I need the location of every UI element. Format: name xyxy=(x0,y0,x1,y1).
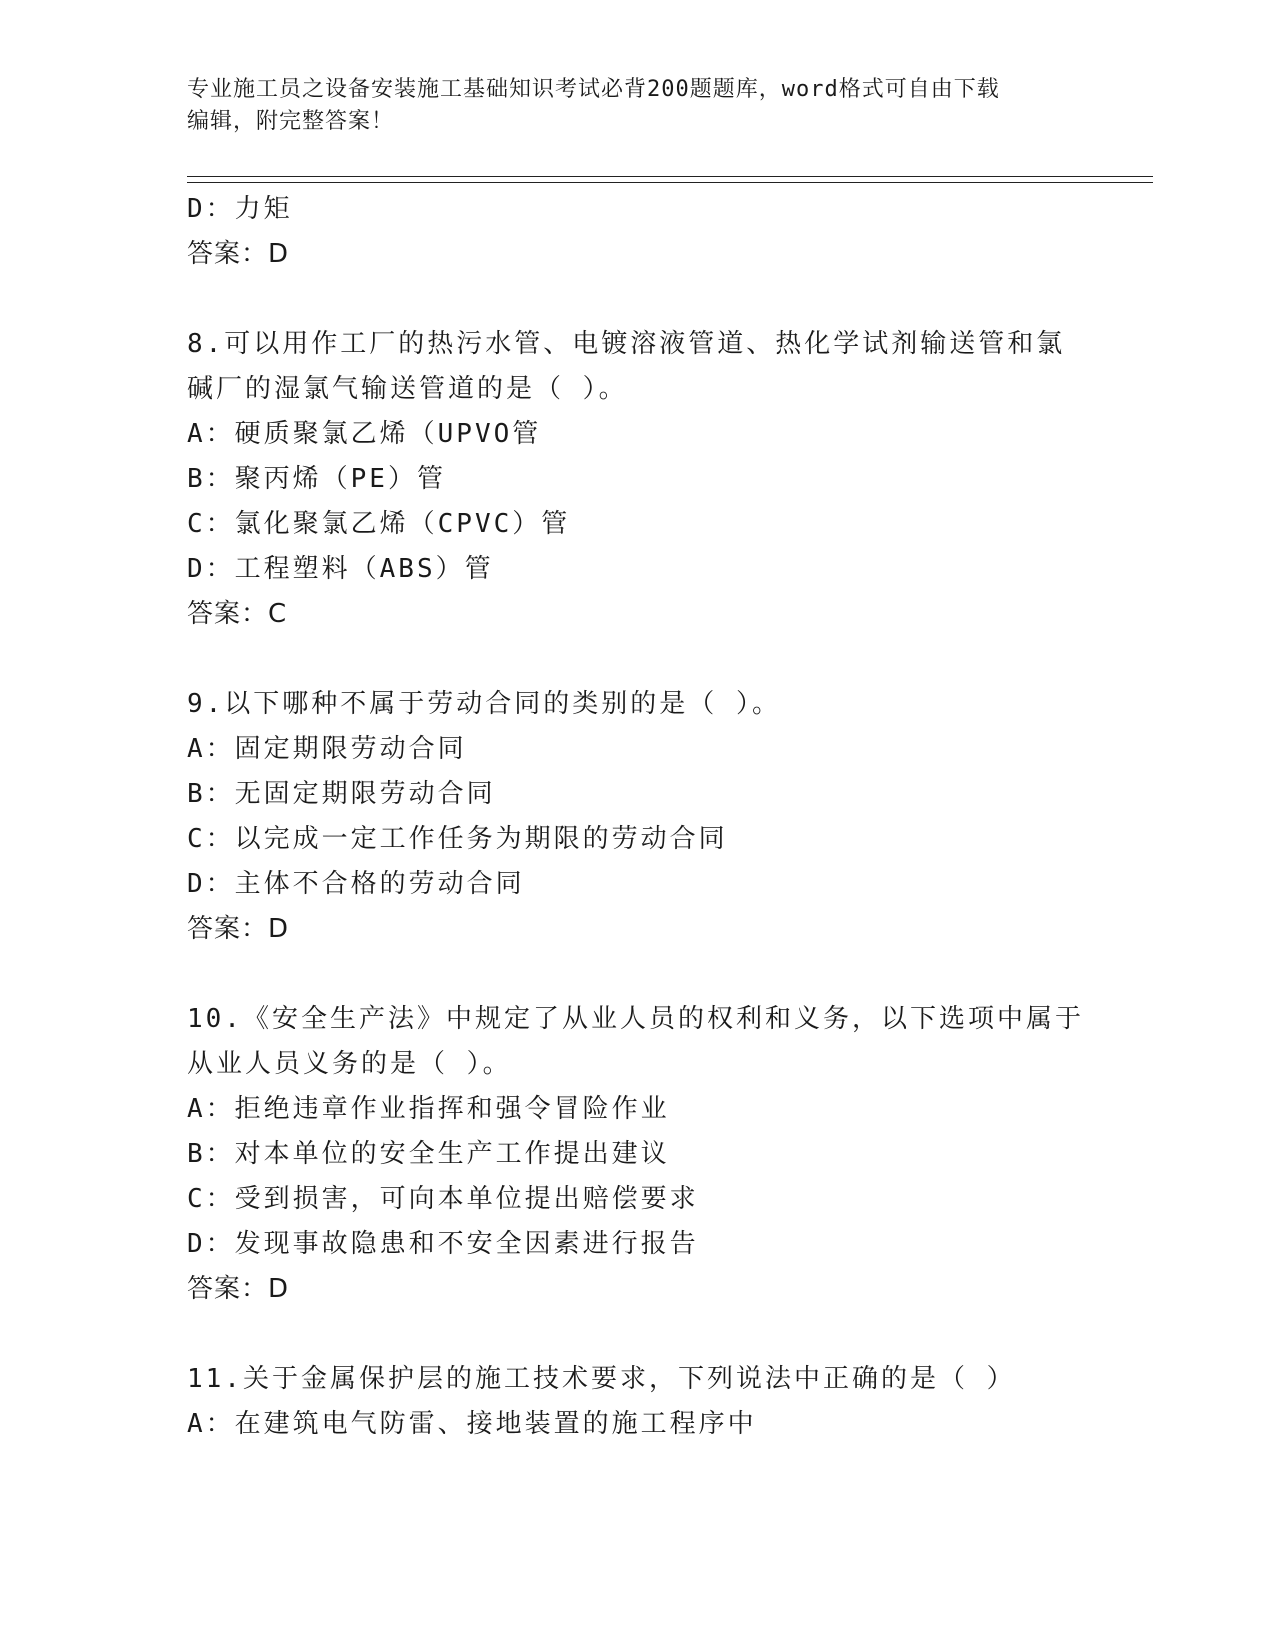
header-rule-bottom xyxy=(187,182,1153,183)
q8-question-line-2: 碱厂的湿氯气输送管道的是（ ）。 xyxy=(187,374,628,404)
q8-option-d: D：工程塑料（ABS）管 xyxy=(187,554,494,584)
q10-question-line-2: 从业人员义务的是（ ）。 xyxy=(187,1049,512,1079)
q9-question: 9.以下哪种不属于劳动合同的类别的是（ ）。 xyxy=(187,689,781,719)
q9-option-c: C：以完成一定工作任务为期限的劳动合同 xyxy=(187,824,728,854)
q10-option-a: A：拒绝违章作业指挥和强令冒险作业 xyxy=(187,1094,670,1124)
q10-option-d: D：发现事故隐患和不安全因素进行报告 xyxy=(187,1229,699,1259)
q11-option-a: A：在建筑电气防雷、接地装置的施工程序中 xyxy=(187,1409,757,1439)
q9-answer: 答案：D xyxy=(187,914,290,944)
document-header xyxy=(187,74,1077,138)
q8-option-a: A：硬质聚氯乙烯（UPVO管 xyxy=(187,419,542,449)
header-line-1: 专业施工员之设备安装施工基础知识考试必背200题题库，word格式可自由下载 xyxy=(187,77,1000,102)
q8-question-line-1: 8.可以用作工厂的热污水管、电镀溶液管道、热化学试剂输送管和氯 xyxy=(187,329,1066,359)
q10-question-line-1: 10.《安全生产法》中规定了从业人员的权利和义务，以下选项中属于 xyxy=(187,1004,1084,1034)
header-rule-top xyxy=(187,176,1153,177)
q8-answer: 答案：C xyxy=(187,599,288,629)
header-line-2: 编辑，附完整答案！ xyxy=(187,109,395,134)
q8-option-b: B：聚丙烯（PE）管 xyxy=(187,464,446,494)
q11-question: 11.关于金属保护层的施工技术要求，下列说法中正确的是（ ） xyxy=(187,1364,1016,1394)
q9-option-b: B：无固定期限劳动合同 xyxy=(187,779,496,809)
q9-option-d: D：主体不合格的劳动合同 xyxy=(187,869,525,899)
q10-option-b: B：对本单位的安全生产工作提出建议 xyxy=(187,1139,670,1169)
q10-answer: 答案：D xyxy=(187,1274,290,1304)
q7-answer: 答案：D xyxy=(187,239,290,269)
q8-option-c: C：氯化聚氯乙烯（CPVC）管 xyxy=(187,509,571,539)
q7-option-d: D：力矩 xyxy=(187,194,293,224)
q9-option-a: A：固定期限劳动合同 xyxy=(187,734,467,764)
q10-option-c: C：受到损害，可向本单位提出赔偿要求 xyxy=(187,1184,699,1214)
